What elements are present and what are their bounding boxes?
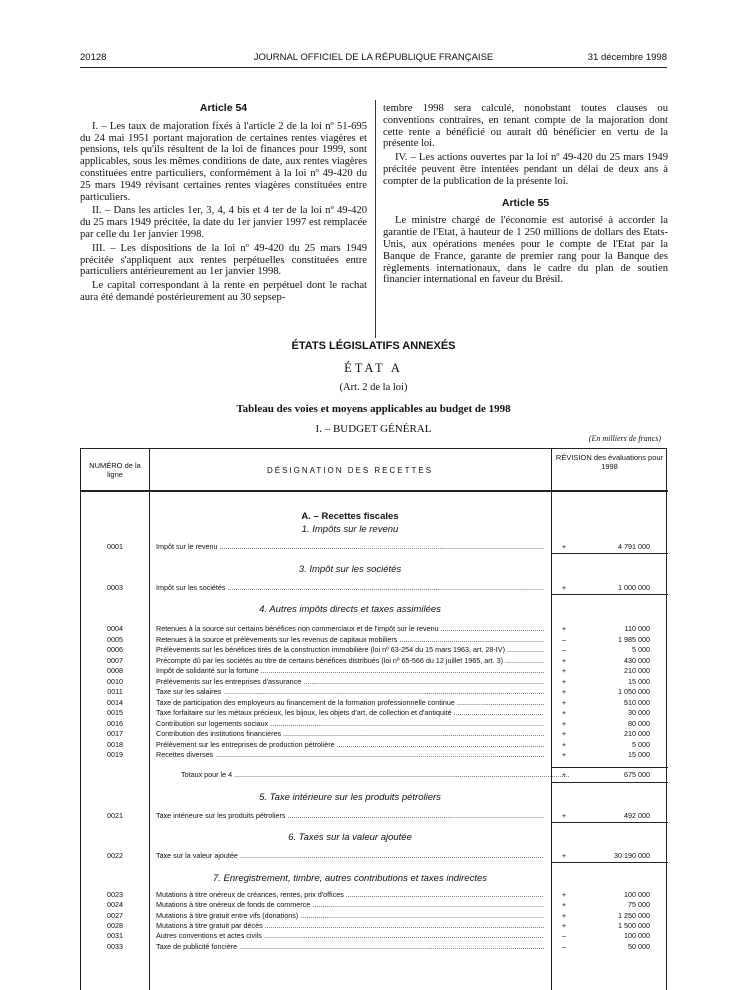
row-sign: + [561,542,567,551]
section-1-title: 1. Impôts sur le revenu [301,524,399,535]
row-label: Mutations à titre onéreux de fonds de commerce ..... [156,900,544,910]
row-sign: + [561,666,567,675]
row-sign: + [561,750,567,759]
row-amount: 4 791 000 [618,542,650,551]
line-number: 0016 [107,718,123,728]
table-row [81,645,668,655]
row-label: Retenues à la source et prélèvements sur les revenus de capitaux mobiliers ..... [156,635,544,645]
section-5-title: 5. Taxe intérieure sur les produits pétroliers [259,792,441,803]
table-row [81,740,668,750]
table-row [81,542,668,552]
etat-title: ÉTAT A [344,361,403,375]
row-amount: 30 000 [628,708,650,717]
row-amount: 1 000 000 [618,583,650,592]
amount-rule [551,862,668,863]
row-amount: 110 000 [624,624,650,633]
table-row [81,931,668,941]
line-number: 0019 [107,750,123,759]
row-label: Taxe de publicité foncière ..... [156,942,544,952]
budget-heading: I. – BUDGET GÉNÉRAL [315,423,432,435]
line-number: 0015 [107,708,123,717]
row-sign: + [561,900,567,910]
row-label: Impôt sur les sociétés ..... [156,583,544,593]
row-amount: 1 985 000 [618,634,650,644]
table-row [81,687,668,697]
table-row [81,719,668,729]
row-amount: 1 050 000 [618,687,650,696]
amount-rule [551,594,668,595]
row-label: Prélèvements sur les entreprises d'assurance ..... [156,677,544,687]
line-number: 0001 [107,542,123,551]
line-number: 0024 [107,900,123,910]
amount-rule [551,767,668,768]
row-label: Contribution sur logements sociaux ..... [156,719,544,729]
row-amount: 15 000 [628,676,650,686]
table-title: Tableau des voies et moyens applicables au budget de 1998 [236,403,511,415]
line-number: 0028 [107,920,123,930]
line-number: 0005 [107,634,123,644]
page-number: 20128 [80,52,107,63]
table-row [81,911,668,921]
row-amount: 1 250 000 [618,910,650,920]
total-amount: 675 000 [624,770,650,779]
unit-note: (En milliers de francs) [588,434,661,443]
section-a-title: A. – Recettes fiscales [301,511,399,522]
row-sign: + [561,811,567,820]
row-amount: 210 000 [624,666,650,675]
table-row [81,729,668,739]
journal-title: JOURNAL OFFICIEL DE LA RÉPUBLIQUE FRANÇAISE [253,52,494,63]
header-separator [81,491,668,492]
row-amount: 1 500 000 [618,920,650,930]
line-number: 0006 [107,645,123,654]
line-number: 0017 [107,729,123,738]
amount-rule [551,782,668,783]
revenue-table [80,448,667,990]
table-row [81,921,668,931]
table-row [81,635,668,645]
line-number: 0033 [107,941,123,951]
article-54-para-1: I. – Les taux de majoration fixés à l'article 2 de la loi nº 51-695 du 24 mai 1951 portant majoration de certaines rentes viagères et pensions, tels qu'ils résultent de la loi de finances pour 1999, sont applicables, sous les mêmes conditions de date, aux rentes viagères constituées entre particuliers, conformément à la loi nº 49-420 du 25 mars 1949 révisant certaines rentes viagères constituées entre particuliers. [80,120,367,203]
left-column [80,103,367,306]
row-sign: + [561,676,567,686]
row-sign: + [561,890,567,899]
row-amount: 30 190 000 [614,851,650,860]
article-55-para-1: Le ministre chargé de l'économie est autorisé à accorder la garantie de l'Etat, à hauteur de 1 250 millions de dollars des Etats-Unis, aux opérations menées pour le compte de l'Etat par la Banque de France, garante de premier rang pour la Banque des règlements internationaux, dans le cadre du plan de soutien financier international en faveur du Brésil. [383,215,668,286]
table-row [81,708,668,718]
row-sign: + [561,708,567,717]
row-amount: 5 000 [632,739,650,749]
row-label: Impôt de solidarité sur la fortune ..... [156,666,544,676]
table-row [81,624,668,634]
row-sign: + [561,910,567,920]
row-amount: 210 000 [624,729,650,738]
article-54-para-5: IV. – Les actions ouvertes par la loi nº 49-420 du 25 mars 1949 précitée peuvent être intentées pendant un délai de deux ans à compter de la publication de la présente loi. [383,152,668,187]
annex-heading: ÉTATS LÉGISLATIFS ANNEXÉS [291,340,456,352]
table-row [81,811,668,821]
amount-rule [551,553,668,554]
row-label: Contribution des institutions financières ..... [156,729,544,739]
table-row [81,677,668,687]
row-sign: + [561,729,567,738]
column-header-number: NUMÉRO de la ligne [81,449,149,491]
article-54-title: Article 54 [199,102,248,114]
row-amount: 430 000 [624,655,650,665]
row-label: Taxe intérieure sur les produits pétroliers ..... [156,811,544,821]
total-sign: + [561,770,567,779]
row-amount: 100 000 [624,931,650,941]
page-header [80,52,667,68]
row-sign: + [561,655,567,665]
line-number: 0021 [107,811,123,820]
row-amount: 510 000 [624,697,650,707]
article-54-para-4-text: tembre 1998 sera calculé, nonobstant toutes clauses ou conventions contraires, en tenant compte de la majoration dont cette rente a bénéficié ou aurait dû bénéficier en vertu de la présente loi. [383,103,668,150]
row-sign: – [562,931,566,941]
row-sign: + [561,920,567,930]
table-row [81,750,668,760]
row-amount: 80 000 [628,718,650,728]
article-54-para-4-continued [383,103,668,150]
header-rule [80,67,667,68]
line-number: 0023 [107,890,123,899]
amount-rule [551,822,668,823]
line-number: 0022 [107,851,123,860]
line-number: 0014 [107,697,123,707]
column-separator [375,100,376,338]
total-row [81,770,668,780]
article-55-title: Article 55 [501,196,550,209]
line-number: 0007 [107,655,123,665]
line-number: 0011 [107,687,123,696]
table-row [81,900,668,910]
row-label: Taxe sur les salaires ..... [156,687,544,697]
row-sign: + [561,697,567,707]
row-label: Taxe forfaitaire sur les métaux précieux, les bijoux, les objets d'art, de collection et d'antiquité ..... [156,708,544,718]
section-7-title: 7. Enregistrement, timbre, autres contributions et taxes indirectes [212,873,488,884]
row-label: Mutations à titre gratuit par décès ..... [156,921,544,931]
table-row [81,942,668,952]
row-sign: + [561,687,567,696]
row-label: Taxe de participation des employeurs au financement de la formation professionnelle continue ..... [156,698,544,708]
row-sign: + [561,718,567,728]
row-label: Prélèvements sur les bénéfices tirés de la construction immobilière (loi nº 63-254 du 15 mars 1963, art. 28-IV) ..... [156,645,544,655]
column-header-revision: RÉVISION des évaluations pour 1998 [551,449,668,491]
line-number: 0027 [107,910,123,920]
issue-date: 31 décembre 1998 [587,52,667,63]
line-number: 0018 [107,739,123,749]
article-reference: (Art. 2 de la loi) [339,382,408,393]
row-amount: 492 000 [624,811,650,820]
table-row [81,666,668,676]
row-amount: 50 000 [628,941,650,951]
row-label: Impôt sur le revenu ..... [156,542,544,552]
row-sign: – [562,645,566,654]
article-54-para-2: II. – Dans les articles 1er, 3, 4, 4 bis et 4 ter de la loi nº 49-420 du 25 mars 1949 précitée, la date du 1er janvier 1997 est remplacée par celle du 1er janvier 1998. [80,205,367,240]
row-amount: 75 000 [628,900,650,910]
row-sign: – [562,634,566,644]
row-label: Recettes diverses ..... [156,750,544,760]
section-3-title: 3. Impôt sur les sociétés [298,564,402,575]
line-number: 0031 [107,931,123,941]
row-amount: 5 000 [632,645,650,654]
row-label: Prélèvement sur les entreprises de production pétrolière ..... [156,740,544,750]
row-amount: 15 000 [628,750,650,759]
line-number: 0003 [107,583,123,592]
row-sign: + [561,624,567,633]
article-54-para-3: III. – Les dispositions de la loi nº 49-420 du 25 mars 1949 précitée s'appliquent aux rentes perpétuelles constituées entre particuliers antérieurement au 1er janvier 1998. [80,242,367,278]
row-sign: – [562,941,566,951]
row-label: Mutations à titre onéreux de créances, rentes, prix d'offices ..... [156,890,544,900]
total-label: Totaux pour le 4 ..... [181,770,569,780]
row-sign: + [561,851,567,860]
row-label: Taxe sur la valeur ajoutée ..... [156,851,544,861]
row-label: Mutations à titre gratuit entre vifs (donations) ..... [156,911,544,921]
table-row [81,698,668,708]
row-sign: + [561,583,567,592]
table-row [81,656,668,666]
section-4-title: 4. Autres impôts directs et taxes assimilées [259,604,441,615]
table-row [81,890,668,900]
table-row [81,851,668,861]
column-header-designation: DÉSIGNATION DES RECETTES [149,449,551,491]
line-number: 0008 [107,666,123,675]
line-number: 0004 [107,624,123,633]
row-label: Précompte dû par les sociétés au titre de certains bénéfices distribués (loi nº 65-566 du 12 juillet 1965, art. 3) ..... [156,656,544,666]
section-6-title: 6. Taxes sur la valeur ajoutée [288,832,412,843]
right-column [383,103,668,288]
line-number: 0010 [107,676,123,686]
table-row [81,583,668,593]
row-sign: + [561,739,567,749]
row-label: Retenues à la source sur certains bénéfices non commerciaux et de l'impôt sur le revenu ..... [156,624,544,634]
row-amount: 100 000 [624,890,650,899]
article-54-para-4: Le capital correspondant à la rente en perpétuel dont le rachat aura été demandé postérieurement au 30 sepsep- [80,280,367,303]
row-label: Autres conventions et actes civils ..... [156,931,544,941]
